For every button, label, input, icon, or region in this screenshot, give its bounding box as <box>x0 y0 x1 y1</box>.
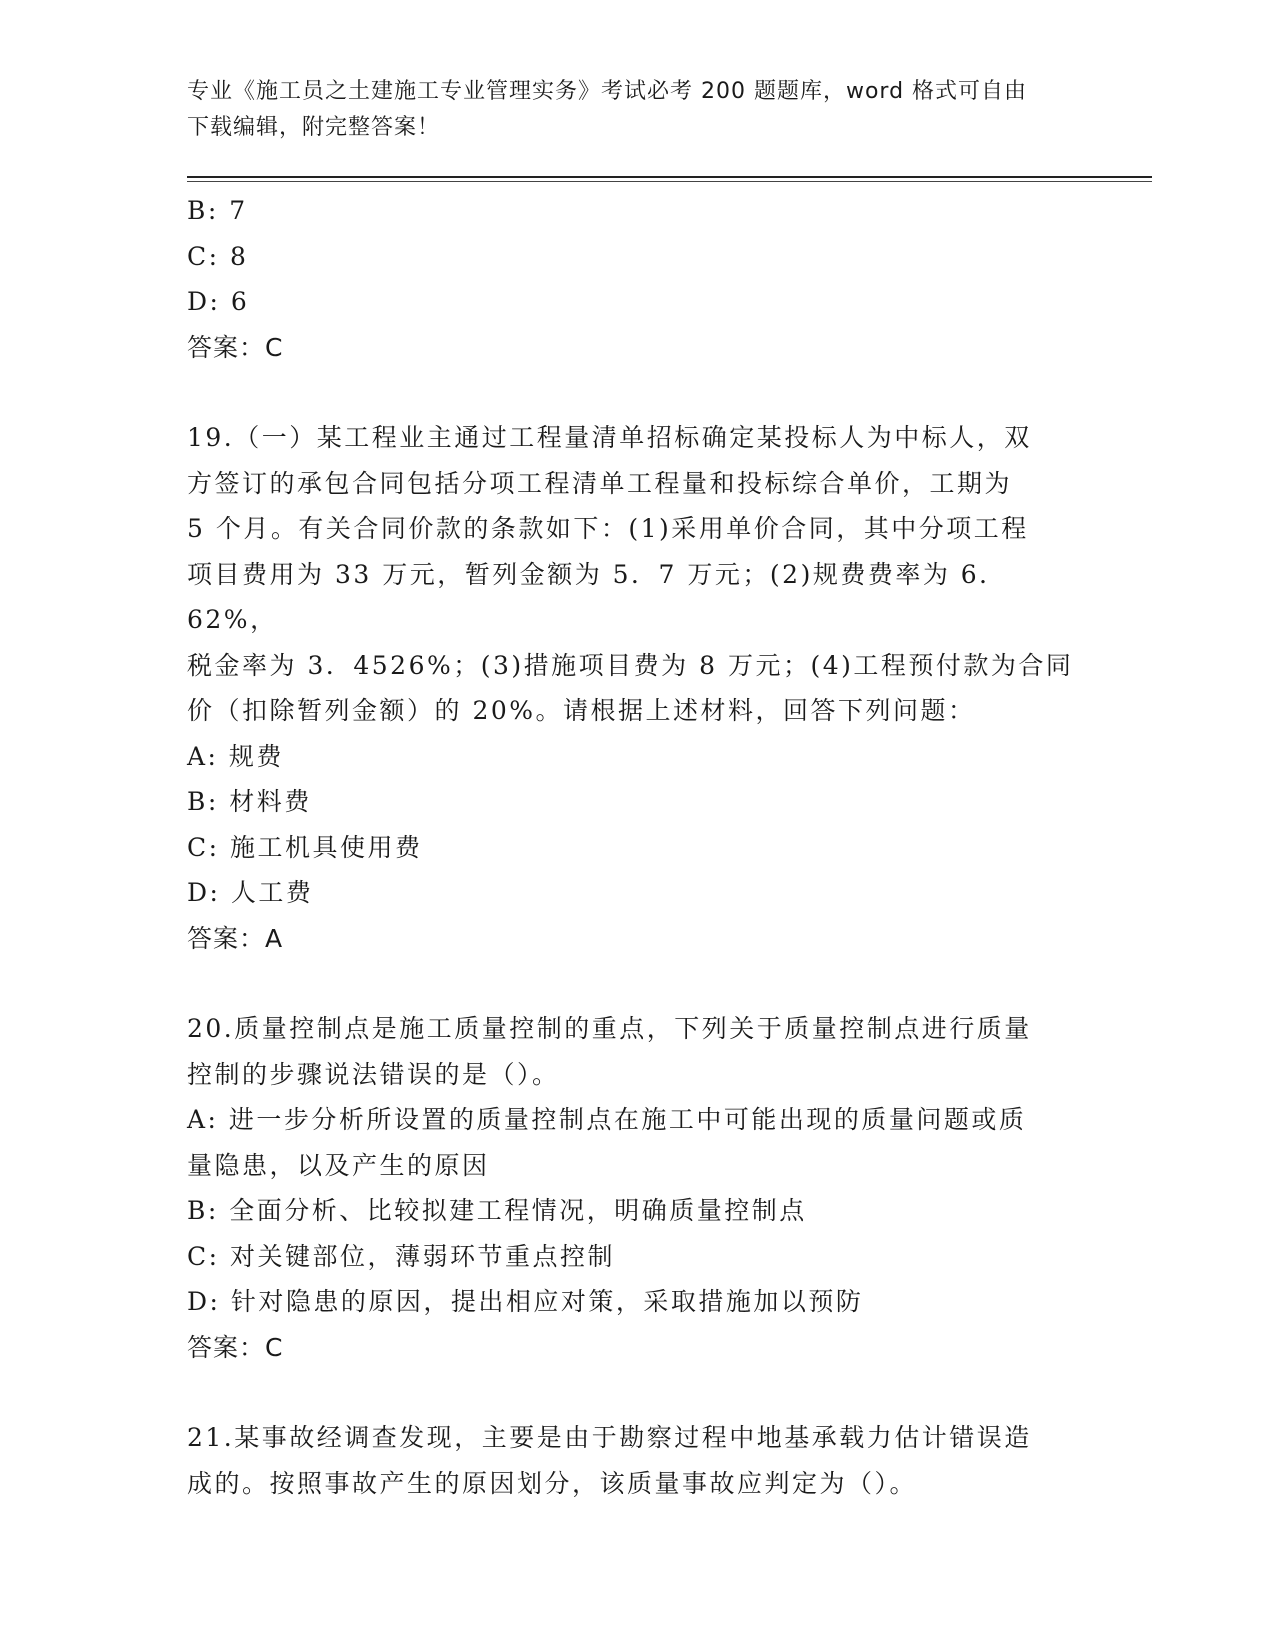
question-text-line: 成的。按照事故产生的原因划分，该质量事故应判定为（）。 <box>187 1468 918 1498</box>
question-text-line: 21.某事故经调查发现，主要是由于勘察过程中地基承载力估计错误造 <box>187 1423 1032 1452</box>
spacer <box>187 961 1087 1006</box>
option-d: D: 针对隐患的原因，提出相应对策，采取措施加以预防 <box>187 1287 864 1316</box>
document-header <box>187 74 1067 146</box>
question-text-line: 19.（一）某工程业主通过工程量清单招标确定某投标人为中标人，双 <box>187 423 1032 452</box>
spacer <box>187 1370 1087 1415</box>
question-text-line: 20.质量控制点是施工质量控制的重点，下列关于质量控制点进行质量 <box>187 1014 1032 1043</box>
option-b: B: 材料费 <box>187 787 312 816</box>
header-line-1: 专业《施工员之土建施工专业管理实务》考试必考 200 题题库，word 格式可自由 <box>187 79 1028 104</box>
question-text-line: 项目费用为 33 万元，暂列金额为 5．7 万元；(2)规费费率为 6．62%， <box>187 559 1007 634</box>
option-a: A: 规费 <box>187 741 284 771</box>
option-b: B: 全面分析、比较拟建工程情况，明确质量控制点 <box>187 1196 807 1225</box>
question-21 <box>187 1415 1087 1506</box>
header-divider-thick <box>187 176 1152 178</box>
answer: 答案：C <box>187 332 284 362</box>
answer: 答案：C <box>187 1332 284 1362</box>
option-d: D: 人工费 <box>187 878 314 907</box>
option-d: D: 6 <box>187 287 250 316</box>
header-divider-thin <box>187 181 1152 182</box>
question-text-line: 方签订的承包合同包括分项工程清单工程量和投标综合单价，工期为 <box>187 468 1013 498</box>
option-b: B: 7 <box>187 196 248 225</box>
answer: 答案：A <box>187 923 284 953</box>
question-18 <box>187 188 1087 370</box>
option-c: C: 施工机具使用费 <box>187 832 423 862</box>
option-c: C: 对关键部位，薄弱环节重点控制 <box>187 1241 615 1271</box>
option-c: C: 8 <box>187 241 249 271</box>
question-19 <box>187 415 1087 961</box>
option-a: A: 进一步分析所设置的质量控制点在施工中可能出现的质量问题或质 <box>187 1105 1027 1134</box>
question-text-line: 税金率为 3．4526%；(3)措施项目费为 8 万元；(4)工程预付款为合同 <box>187 650 1074 680</box>
question-text-line: 价（扣除暂列金额）的 20%。请根据上述材料，回答下列问题： <box>187 696 976 725</box>
question-text-line: 控制的步骤说法错误的是（）。 <box>187 1059 560 1089</box>
question-text-line: 5 个月。有关合同价款的条款如下：(1)采用单价合同，其中分项工程 <box>187 514 1029 543</box>
header-line-2: 下载编辑，附完整答案！ <box>187 115 441 140</box>
document-body <box>187 188 1087 1506</box>
spacer <box>187 370 1087 415</box>
question-20 <box>187 1006 1087 1370</box>
option-a-continued: 量隐患，以及产生的原因 <box>187 1150 490 1180</box>
